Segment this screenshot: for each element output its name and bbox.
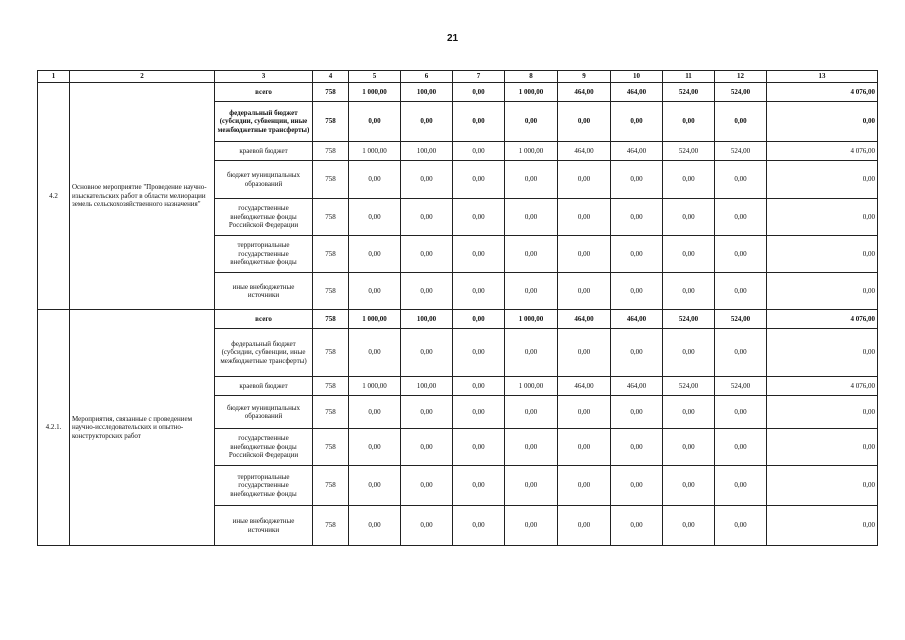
budget-code: 758 bbox=[313, 396, 349, 429]
amount-cell: 0,00 bbox=[558, 161, 611, 199]
amount-cell: 0,00 bbox=[453, 329, 505, 377]
amount-cell: 0,00 bbox=[349, 161, 401, 199]
total-cell: 4 076,00 bbox=[767, 142, 878, 161]
amount-cell: 0,00 bbox=[558, 199, 611, 236]
amount-cell: 0,00 bbox=[715, 273, 767, 310]
funding-source: краевой бюджет bbox=[215, 377, 313, 396]
amount-cell: 1 000,00 bbox=[505, 377, 558, 396]
amount-cell: 0,00 bbox=[558, 466, 611, 506]
amount-cell: 100,00 bbox=[401, 83, 453, 102]
total-cell: 0,00 bbox=[767, 102, 878, 142]
amount-cell: 0,00 bbox=[611, 273, 663, 310]
total-cell: 0,00 bbox=[767, 466, 878, 506]
amount-cell: 0,00 bbox=[349, 236, 401, 273]
total-cell: 0,00 bbox=[767, 199, 878, 236]
amount-cell: 0,00 bbox=[505, 506, 558, 546]
total-cell: 0,00 bbox=[767, 429, 878, 466]
amount-cell: 0,00 bbox=[349, 199, 401, 236]
amount-cell: 0,00 bbox=[453, 377, 505, 396]
amount-cell: 0,00 bbox=[349, 102, 401, 142]
item-index: 4.2 bbox=[38, 83, 70, 310]
amount-cell: 1 000,00 bbox=[505, 83, 558, 102]
amount-cell: 0,00 bbox=[663, 236, 715, 273]
amount-cell: 1 000,00 bbox=[349, 310, 401, 329]
amount-cell: 0,00 bbox=[663, 429, 715, 466]
budget-code: 758 bbox=[313, 377, 349, 396]
funding-source: территориальные государственные внебюджетные фонды bbox=[215, 236, 313, 273]
amount-cell: 0,00 bbox=[401, 273, 453, 310]
amount-cell: 0,00 bbox=[611, 161, 663, 199]
amount-cell: 0,00 bbox=[349, 396, 401, 429]
amount-cell: 0,00 bbox=[558, 273, 611, 310]
budget-code: 758 bbox=[313, 506, 349, 546]
amount-cell: 1 000,00 bbox=[505, 142, 558, 161]
budget-code: 758 bbox=[313, 199, 349, 236]
amount-cell: 100,00 bbox=[401, 310, 453, 329]
total-cell: 4 076,00 bbox=[767, 83, 878, 102]
amount-cell: 0,00 bbox=[611, 429, 663, 466]
amount-cell: 0,00 bbox=[663, 329, 715, 377]
funding-source: государственные внебюджетные фонды Российской Федерации bbox=[215, 429, 313, 466]
amount-cell: 524,00 bbox=[663, 83, 715, 102]
amount-cell: 0,00 bbox=[715, 396, 767, 429]
budget-code: 758 bbox=[313, 329, 349, 377]
total-cell: 0,00 bbox=[767, 329, 878, 377]
amount-cell: 0,00 bbox=[611, 466, 663, 506]
page-number: 21 bbox=[446, 33, 459, 44]
funding-source: всего bbox=[215, 83, 313, 102]
total-cell: 0,00 bbox=[767, 236, 878, 273]
amount-cell: 464,00 bbox=[611, 310, 663, 329]
amount-cell: 0,00 bbox=[453, 310, 505, 329]
amount-cell: 1 000,00 bbox=[349, 142, 401, 161]
amount-cell: 0,00 bbox=[663, 466, 715, 506]
amount-cell: 464,00 bbox=[611, 83, 663, 102]
funding-source: бюджет муниципальных образований bbox=[215, 396, 313, 429]
header-cell: 4 bbox=[313, 71, 349, 83]
amount-cell: 0,00 bbox=[349, 429, 401, 466]
amount-cell: 0,00 bbox=[349, 466, 401, 506]
amount-cell: 0,00 bbox=[401, 102, 453, 142]
amount-cell: 0,00 bbox=[401, 396, 453, 429]
amount-cell: 524,00 bbox=[715, 377, 767, 396]
amount-cell: 0,00 bbox=[453, 102, 505, 142]
amount-cell: 0,00 bbox=[505, 273, 558, 310]
amount-cell: 0,00 bbox=[453, 466, 505, 506]
funding-source: краевой бюджет bbox=[215, 142, 313, 161]
amount-cell: 464,00 bbox=[611, 377, 663, 396]
budget-code: 758 bbox=[313, 236, 349, 273]
amount-cell: 524,00 bbox=[715, 83, 767, 102]
header-cell: 9 bbox=[558, 71, 611, 83]
amount-cell: 524,00 bbox=[715, 310, 767, 329]
funding-source: иные внебюджетные источники bbox=[215, 506, 313, 546]
amount-cell: 0,00 bbox=[663, 199, 715, 236]
amount-cell: 0,00 bbox=[715, 161, 767, 199]
amount-cell: 0,00 bbox=[611, 396, 663, 429]
amount-cell: 0,00 bbox=[453, 396, 505, 429]
amount-cell: 0,00 bbox=[611, 236, 663, 273]
amount-cell: 100,00 bbox=[401, 142, 453, 161]
amount-cell: 0,00 bbox=[505, 466, 558, 506]
header-cell: 7 bbox=[453, 71, 505, 83]
header-cell: 1 bbox=[38, 71, 70, 83]
table-row bbox=[38, 310, 878, 329]
amount-cell: 0,00 bbox=[453, 142, 505, 161]
amount-cell: 464,00 bbox=[558, 377, 611, 396]
amount-cell: 0,00 bbox=[349, 329, 401, 377]
total-cell: 4 076,00 bbox=[767, 310, 878, 329]
header-cell: 5 bbox=[349, 71, 401, 83]
amount-cell: 524,00 bbox=[663, 142, 715, 161]
amount-cell: 0,00 bbox=[715, 429, 767, 466]
item-name: Основное мероприятие "Проведение научно-изыскательских работ в области мелиорации земель сельскохозяйственного назначения" bbox=[70, 83, 215, 310]
item-name: Мероприятия, связанные с проведением научно-исследовательских и опытно-конструкторских работ bbox=[70, 310, 215, 546]
amount-cell: 0,00 bbox=[453, 506, 505, 546]
total-cell: 0,00 bbox=[767, 396, 878, 429]
amount-cell: 0,00 bbox=[401, 236, 453, 273]
total-cell: 4 076,00 bbox=[767, 377, 878, 396]
funding-source: всего bbox=[215, 310, 313, 329]
amount-cell: 0,00 bbox=[505, 329, 558, 377]
header-cell: 6 bbox=[401, 71, 453, 83]
amount-cell: 0,00 bbox=[715, 236, 767, 273]
amount-cell: 464,00 bbox=[611, 142, 663, 161]
amount-cell: 0,00 bbox=[611, 506, 663, 546]
funding-source: иные внебюджетные источники bbox=[215, 273, 313, 310]
budget-code: 758 bbox=[313, 466, 349, 506]
header-cell: 8 bbox=[505, 71, 558, 83]
funding-source: федеральный бюджет (субсидии, субвенции, иные межбюджетные трансферты) bbox=[215, 102, 313, 142]
amount-cell: 0,00 bbox=[401, 466, 453, 506]
amount-cell: 524,00 bbox=[663, 377, 715, 396]
header-cell: 2 bbox=[70, 71, 215, 83]
amount-cell: 0,00 bbox=[715, 102, 767, 142]
total-cell: 0,00 bbox=[767, 506, 878, 546]
amount-cell: 0,00 bbox=[663, 273, 715, 310]
amount-cell: 0,00 bbox=[663, 161, 715, 199]
header-cell: 13 bbox=[767, 71, 878, 83]
budget-code: 758 bbox=[313, 310, 349, 329]
amount-cell: 0,00 bbox=[505, 429, 558, 466]
amount-cell: 0,00 bbox=[558, 396, 611, 429]
header-cell: 3 bbox=[215, 71, 313, 83]
funding-source: федеральный бюджет (субсидии, субвенции, иные межбюджетные трансферты) bbox=[215, 329, 313, 377]
budget-code: 758 bbox=[313, 161, 349, 199]
amount-cell: 0,00 bbox=[558, 236, 611, 273]
funding-source: государственные внебюджетные фонды Российской Федерации bbox=[215, 199, 313, 236]
amount-cell: 0,00 bbox=[401, 199, 453, 236]
amount-cell: 0,00 bbox=[505, 396, 558, 429]
item-index: 4.2.1. bbox=[38, 310, 70, 546]
amount-cell: 0,00 bbox=[453, 429, 505, 466]
budget-table bbox=[37, 70, 878, 546]
amount-cell: 0,00 bbox=[505, 236, 558, 273]
amount-cell: 0,00 bbox=[611, 102, 663, 142]
amount-cell: 0,00 bbox=[453, 161, 505, 199]
amount-cell: 524,00 bbox=[715, 142, 767, 161]
amount-cell: 464,00 bbox=[558, 310, 611, 329]
amount-cell: 0,00 bbox=[715, 466, 767, 506]
amount-cell: 0,00 bbox=[558, 329, 611, 377]
amount-cell: 100,00 bbox=[401, 377, 453, 396]
header-cell: 11 bbox=[663, 71, 715, 83]
amount-cell: 0,00 bbox=[558, 429, 611, 466]
amount-cell: 0,00 bbox=[715, 506, 767, 546]
column-number-header bbox=[38, 71, 878, 83]
amount-cell: 524,00 bbox=[663, 310, 715, 329]
amount-cell: 0,00 bbox=[558, 506, 611, 546]
amount-cell: 0,00 bbox=[715, 199, 767, 236]
amount-cell: 0,00 bbox=[505, 102, 558, 142]
total-cell: 0,00 bbox=[767, 161, 878, 199]
amount-cell: 0,00 bbox=[453, 199, 505, 236]
amount-cell: 0,00 bbox=[453, 236, 505, 273]
amount-cell: 0,00 bbox=[663, 396, 715, 429]
funding-source: бюджет муниципальных образований bbox=[215, 161, 313, 199]
funding-source: территориальные государственные внебюджетные фонды bbox=[215, 466, 313, 506]
amount-cell: 0,00 bbox=[663, 102, 715, 142]
amount-cell: 0,00 bbox=[663, 506, 715, 546]
budget-code: 758 bbox=[313, 273, 349, 310]
budget-code: 758 bbox=[313, 142, 349, 161]
amount-cell: 0,00 bbox=[558, 102, 611, 142]
amount-cell: 1 000,00 bbox=[349, 83, 401, 102]
amount-cell: 1 000,00 bbox=[505, 310, 558, 329]
amount-cell: 464,00 bbox=[558, 142, 611, 161]
amount-cell: 0,00 bbox=[453, 273, 505, 310]
amount-cell: 0,00 bbox=[611, 199, 663, 236]
budget-code: 758 bbox=[313, 102, 349, 142]
amount-cell: 0,00 bbox=[715, 329, 767, 377]
amount-cell: 0,00 bbox=[401, 429, 453, 466]
budget-code: 758 bbox=[313, 429, 349, 466]
amount-cell: 0,00 bbox=[401, 506, 453, 546]
amount-cell: 0,00 bbox=[349, 273, 401, 310]
amount-cell: 0,00 bbox=[505, 199, 558, 236]
amount-cell: 0,00 bbox=[611, 329, 663, 377]
table-row bbox=[38, 83, 878, 102]
amount-cell: 1 000,00 bbox=[349, 377, 401, 396]
amount-cell: 0,00 bbox=[349, 506, 401, 546]
amount-cell: 0,00 bbox=[453, 83, 505, 102]
amount-cell: 464,00 bbox=[558, 83, 611, 102]
total-cell: 0,00 bbox=[767, 273, 878, 310]
budget-code: 758 bbox=[313, 83, 349, 102]
header-cell: 10 bbox=[611, 71, 663, 83]
amount-cell: 0,00 bbox=[401, 161, 453, 199]
amount-cell: 0,00 bbox=[401, 329, 453, 377]
header-cell: 12 bbox=[715, 71, 767, 83]
amount-cell: 0,00 bbox=[505, 161, 558, 199]
